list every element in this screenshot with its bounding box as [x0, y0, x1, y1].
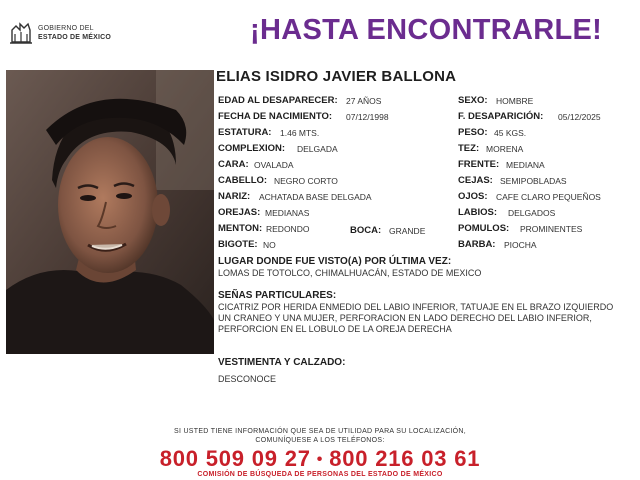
phone-number-2[interactable]: 800 216 03 61 [329, 446, 481, 471]
field-boca [350, 225, 426, 237]
field-cejas [458, 175, 567, 187]
field-label: PESO: [458, 127, 488, 138]
contact-note [0, 427, 640, 445]
field-barba [458, 239, 537, 251]
phone-separator: • [316, 451, 324, 468]
field-label: CEJAS: [458, 175, 493, 186]
last-seen-title: LUGAR DONDE FUE VISTO(A) POR ÚLTIMA VEZ: [218, 256, 452, 267]
field-value: MORENA [486, 144, 524, 154]
field-label: COMPLEXION: [218, 143, 286, 154]
field-cara [218, 159, 294, 171]
marks-text: CICATRIZ POR HERIDA ENMEDIO DEL LABIO INFERIOR, TATUAJE EN EL BRAZO IZQUIERDO UN CRANEO Y UNA MUJER, PERFORACION EN LADO DERECHO DEL LABIO INFERIOR, PERFORCION EN EL LOBULO DE LA OREJA DERECHA [218, 302, 614, 334]
field-label: FECHA DE NACIMIENTO: [218, 111, 332, 122]
contact-note-line-1: SI USTED TIENE INFORMACIÓN QUE SEA DE UTILIDAD PARA SU LOCALIZACIÓN, [173, 428, 467, 435]
banner-title: ¡HASTA ENCONTRARLE! [250, 14, 603, 46]
field-complexion [218, 143, 338, 155]
field-value: ACHATADA BASE DELGADA [259, 192, 372, 202]
field-label: POMULOS: [458, 223, 510, 234]
contact-note-line-2: COMUNÍQUESE A LOS TELÉFONOS: [255, 437, 385, 444]
field-value: NEGRO CORTO [274, 176, 338, 186]
field-label: ESTATURA: [218, 127, 272, 138]
field-label: CARA: [218, 159, 249, 170]
field-estatura [218, 127, 320, 139]
state-emblem-icon [8, 20, 34, 46]
field-ojos [458, 191, 601, 203]
marks-title: SEÑAS PARTICULARES: [218, 290, 337, 301]
field-label: FRENTE: [458, 159, 500, 170]
field-label: EDAD AL DESAPARECER: [218, 95, 338, 106]
government-logo [8, 20, 138, 48]
field-value: 07/12/1998 [346, 112, 389, 122]
field-label: F. DESAPARICIÓN: [458, 111, 544, 122]
field-menton [218, 223, 310, 235]
field-label: NARIZ: [218, 191, 251, 202]
field-value: NO [263, 240, 276, 250]
logo-line-2: ESTADO DE MÉXICO [38, 34, 112, 41]
logo-line-1: GOBIERNO DEL [38, 25, 94, 32]
field-value: GRANDE [389, 226, 426, 236]
field-cabello [218, 175, 338, 187]
field-label: OREJAS: [218, 207, 261, 218]
field-value: CAFE CLARO PEQUEÑOS [496, 192, 601, 202]
field-bigote [218, 239, 276, 251]
field-label: BIGOTE: [218, 239, 258, 250]
field-pomulos [458, 223, 583, 235]
field-value: HOMBRE [496, 96, 534, 106]
field-value: SEMIPOBLADAS [500, 176, 567, 186]
field-label: SEXO: [458, 95, 488, 106]
field-value: DELGADA [297, 144, 338, 154]
field-value: 27 AÑOS [346, 96, 382, 106]
field-value: MEDIANA [506, 160, 545, 170]
field-labios [458, 207, 556, 219]
field-value: 45 KGS. [494, 128, 527, 138]
field-label: OJOS: [458, 191, 488, 202]
field-label: TEZ: [458, 143, 480, 154]
field-label: CABELLO: [218, 175, 268, 186]
last-seen-text: LOMAS DE TOTOLCO, CHIMALHUACÁN, ESTADO DE MEXICO [218, 268, 482, 278]
field-value: PROMINENTES [520, 224, 583, 234]
phone-numbers [0, 446, 640, 472]
field-label: BARBA: [458, 239, 496, 250]
clothing-title: VESTIMENTA Y CALZADO: [218, 357, 346, 368]
person-photo [6, 70, 214, 354]
field-value: 1.46 MTS. [280, 128, 320, 138]
field-label: MENTON: [218, 223, 263, 234]
field-value: DELGADOS [508, 208, 556, 218]
field-value: 05/12/2025 [558, 112, 601, 122]
field-label: BOCA: [350, 225, 382, 236]
field-nariz [218, 191, 372, 203]
field-peso [458, 127, 527, 139]
field-fecha-desaparicion [458, 111, 601, 123]
field-orejas [218, 207, 310, 219]
field-edad [218, 95, 382, 107]
clothing-text: DESCONOCE [218, 374, 277, 384]
field-label: LABIOS: [458, 207, 498, 218]
field-value: MEDIANAS [265, 208, 310, 218]
field-sexo [458, 95, 534, 107]
commission-name: COMISIÓN DE BÚSQUEDA DE PERSONAS DEL ESTADO DE MÉXICO [197, 471, 443, 478]
field-fecha-nacimiento [218, 111, 389, 123]
field-tez [458, 143, 524, 155]
phone-number-1[interactable]: 800 509 09 27 [159, 446, 311, 471]
field-value: REDONDO [266, 224, 310, 234]
portrait-image [6, 70, 214, 354]
field-frente [458, 159, 545, 171]
person-name: ELIAS ISIDRO JAVIER BALLONA [216, 68, 457, 85]
logo-text [38, 24, 111, 42]
field-value: OVALADA [254, 160, 294, 170]
field-value: PIOCHA [504, 240, 537, 250]
